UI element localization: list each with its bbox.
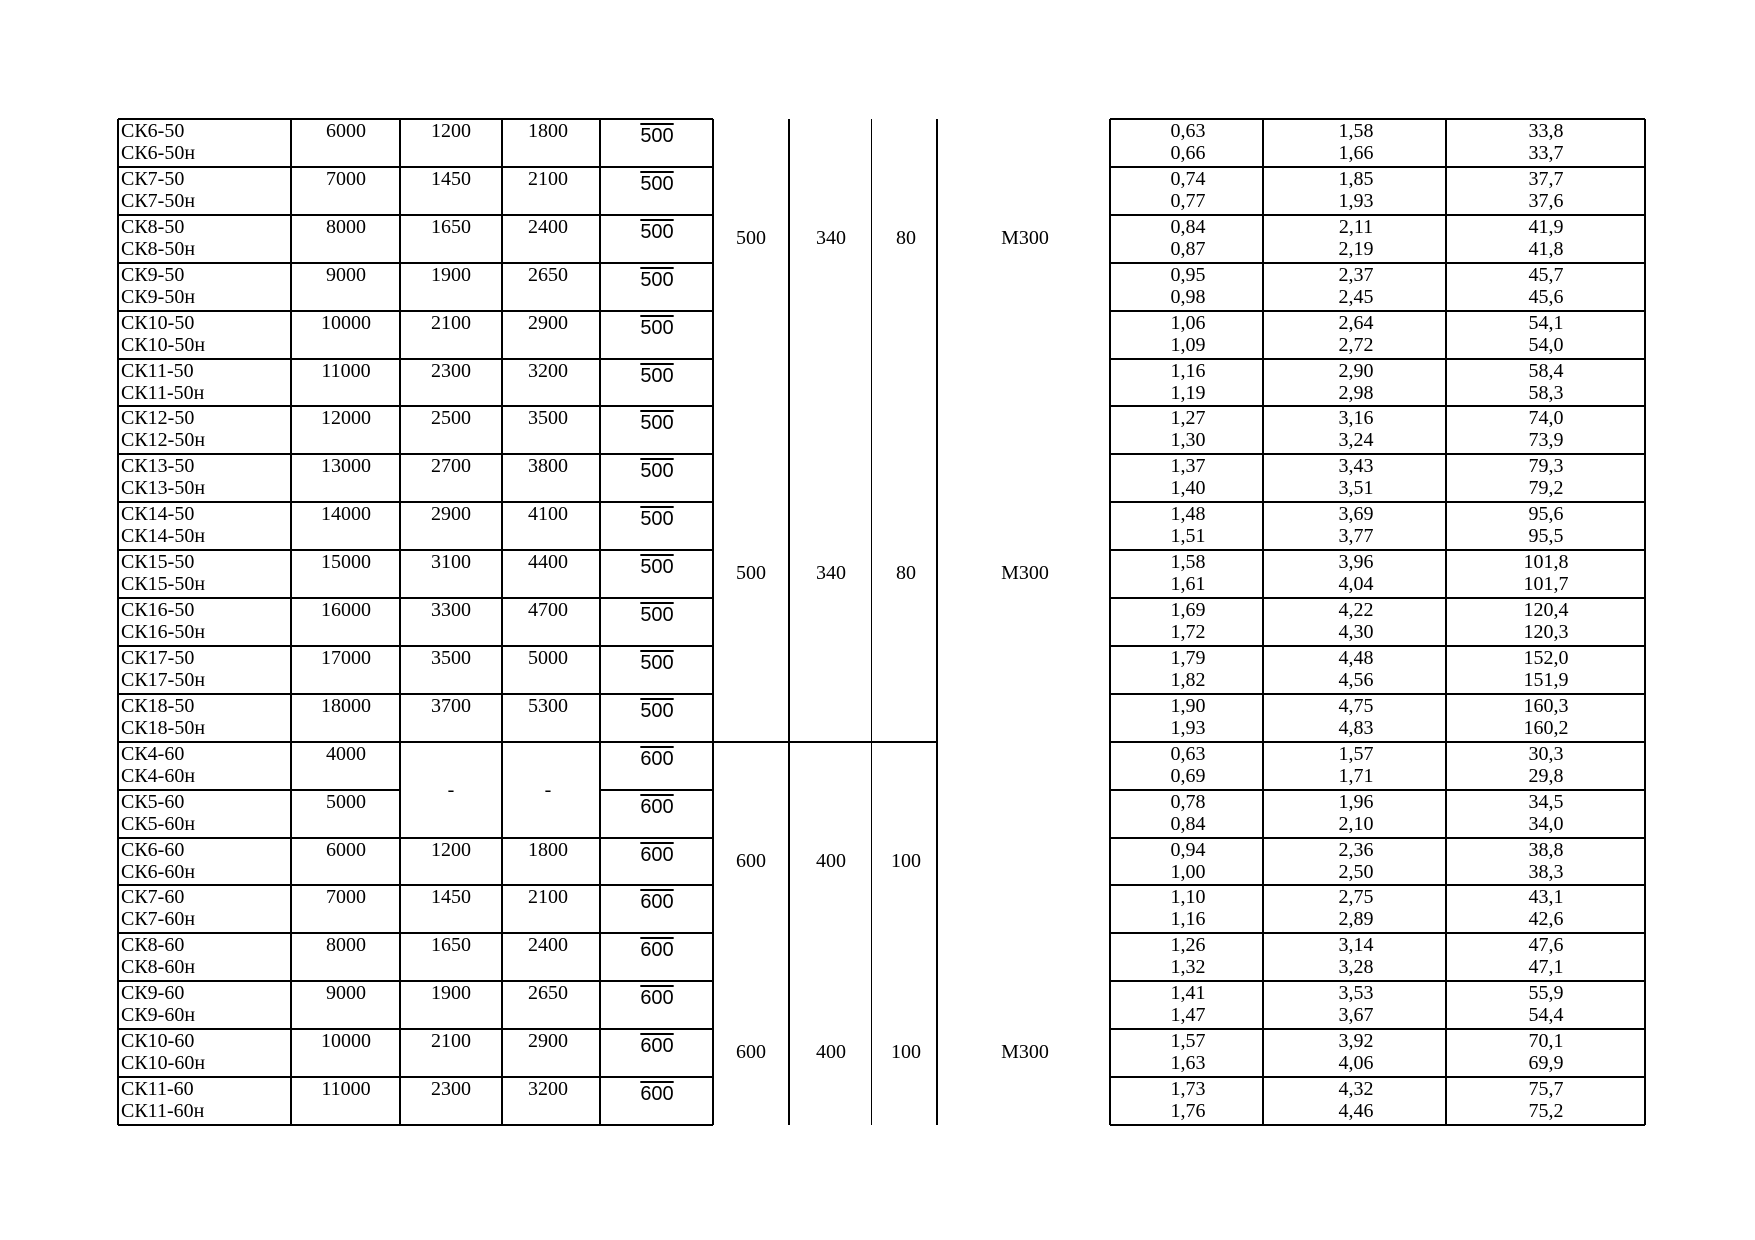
param-value: 3200 xyxy=(528,1078,568,1100)
middle-column-rule xyxy=(788,119,790,1125)
mark-code-n: СК11-50н xyxy=(121,381,205,404)
mark-code: СК14-50 xyxy=(121,503,195,526)
mark-code-n: СК12-50н xyxy=(121,429,206,452)
group-parameter: 400 xyxy=(816,1041,846,1064)
group-parameter: 600 xyxy=(736,849,766,872)
mass-value: 33,7 xyxy=(1528,142,1564,164)
middle-column-rule xyxy=(871,119,872,1125)
param-value: 3500 xyxy=(431,646,471,669)
mass-value: 0,94 xyxy=(1170,838,1206,861)
param-value: 2900 xyxy=(528,1030,568,1053)
group-parameter: 100 xyxy=(891,849,921,872)
mass-value: 0,78 xyxy=(1170,790,1206,813)
param-value: 2500 xyxy=(431,407,471,430)
param-value: 3100 xyxy=(431,551,471,574)
length-value: 10000 xyxy=(321,1030,371,1053)
param-value: 1900 xyxy=(431,982,471,1005)
mass-value: 1,79 xyxy=(1170,646,1206,669)
mark-code-n: СК6-60н xyxy=(121,860,196,883)
mark-code: СК10-50 xyxy=(121,311,195,334)
fraction-value: 600 xyxy=(640,843,674,866)
mark-code: СК13-50 xyxy=(121,455,195,478)
mass-value: 41,8 xyxy=(1528,237,1564,260)
group-parameter: 500 xyxy=(736,226,766,249)
right-table-column-rule xyxy=(1445,119,1447,1125)
mass-value: 2,98 xyxy=(1338,381,1374,404)
mark-code: СК8-60 xyxy=(121,934,185,957)
length-value: 17000 xyxy=(321,646,371,669)
mass-value: 2,45 xyxy=(1338,285,1374,308)
fraction-value: 500 xyxy=(640,699,674,722)
mass-value: 54,1 xyxy=(1528,311,1564,334)
mass-value: 0,63 xyxy=(1170,742,1206,765)
mass-value: 41,9 xyxy=(1528,215,1564,238)
fraction-value: 500 xyxy=(640,651,674,674)
mass-value: 1,82 xyxy=(1170,668,1206,691)
param-value: 2100 xyxy=(431,1030,471,1053)
mass-value: 101,8 xyxy=(1523,551,1569,574)
mass-value: 75,7 xyxy=(1528,1078,1564,1100)
param-value: 1200 xyxy=(431,838,471,861)
mark-code: СК10-60 xyxy=(121,1030,195,1053)
mass-value: 47,1 xyxy=(1528,956,1564,979)
group-parameter: 400 xyxy=(816,849,846,872)
length-value: 8000 xyxy=(326,215,366,238)
mass-value: 1,57 xyxy=(1338,742,1374,765)
mark-code-n: СК16-50н xyxy=(121,621,206,643)
mark-code: СК15-50 xyxy=(121,551,195,574)
mass-value: 95,6 xyxy=(1528,503,1564,526)
mass-value: 1,71 xyxy=(1338,764,1374,787)
mark-code-n: СК4-60н xyxy=(121,764,196,787)
mass-value: 120,3 xyxy=(1523,621,1569,643)
mass-value: 4,22 xyxy=(1338,599,1374,621)
mass-value: 3,53 xyxy=(1338,982,1374,1005)
mark-code-n: СК17-50н xyxy=(121,668,206,691)
mass-value: 42,6 xyxy=(1528,908,1564,931)
mass-value: 1,30 xyxy=(1170,429,1206,452)
param-value: 2100 xyxy=(431,311,471,334)
mass-value: 0,84 xyxy=(1170,215,1206,238)
mass-value: 0,77 xyxy=(1170,189,1206,212)
mark-code-n: СК14-50н xyxy=(121,525,206,548)
mass-value: 1,66 xyxy=(1338,142,1374,164)
length-value: 8000 xyxy=(326,934,366,957)
mark-code: СК7-60 xyxy=(121,886,185,909)
fraction-value: 600 xyxy=(640,747,674,770)
param-value: 1450 xyxy=(431,167,471,190)
param-value: 4700 xyxy=(528,599,568,621)
length-value: 11000 xyxy=(321,359,371,382)
mass-value: 3,92 xyxy=(1338,1030,1374,1053)
param-value: 5000 xyxy=(528,646,568,669)
mass-value: 101,7 xyxy=(1523,573,1569,596)
mass-value: 0,63 xyxy=(1170,120,1206,142)
mark-code: СК8-50 xyxy=(121,215,185,238)
mass-value: 1,40 xyxy=(1170,477,1206,500)
mass-value: 3,96 xyxy=(1338,551,1374,574)
mark-code-n: СК7-50н xyxy=(121,189,196,212)
mass-value: 2,10 xyxy=(1338,812,1374,835)
mass-value: 3,51 xyxy=(1338,477,1374,500)
left-table-border xyxy=(117,119,119,1125)
mass-value: 73,9 xyxy=(1528,429,1564,452)
mass-value: 0,69 xyxy=(1170,764,1206,787)
mark-code-n: СК8-50н xyxy=(121,237,196,260)
param-value: 4100 xyxy=(528,503,568,526)
mass-value: 1,69 xyxy=(1170,599,1206,621)
length-value: 12000 xyxy=(321,407,371,430)
mass-value: 79,2 xyxy=(1528,477,1564,500)
mass-value: 79,3 xyxy=(1528,455,1564,478)
param-value: 3300 xyxy=(431,599,471,621)
mass-value: 47,6 xyxy=(1528,934,1564,957)
mass-value: 4,56 xyxy=(1338,668,1374,691)
mass-value: 33,8 xyxy=(1528,120,1564,142)
fraction-value: 500 xyxy=(640,220,674,243)
fraction-value: 500 xyxy=(640,556,674,579)
fraction-value: 600 xyxy=(640,795,674,818)
mass-value: 29,8 xyxy=(1528,764,1564,787)
mark-code: СК9-50 xyxy=(121,263,185,286)
fraction-value: 500 xyxy=(640,364,674,387)
param-value: 2900 xyxy=(528,311,568,334)
mass-value: 75,2 xyxy=(1528,1100,1564,1122)
mass-value: 30,3 xyxy=(1528,742,1564,765)
length-value: 7000 xyxy=(326,167,366,190)
mass-value: 2,19 xyxy=(1338,237,1374,260)
fraction-value: 600 xyxy=(640,891,674,914)
param-value: 2100 xyxy=(528,886,568,909)
mass-value: 3,14 xyxy=(1338,934,1374,957)
mass-value: 1,73 xyxy=(1170,1078,1206,1100)
length-value: 16000 xyxy=(321,599,371,621)
mass-value: 1,93 xyxy=(1338,189,1374,212)
mark-code: СК5-60 xyxy=(121,790,185,813)
mass-value: 1,63 xyxy=(1170,1052,1206,1075)
param-value: 2650 xyxy=(528,982,568,1005)
mass-value: 3,67 xyxy=(1338,1004,1374,1027)
mass-value: 1,06 xyxy=(1170,311,1206,334)
mass-value: 69,9 xyxy=(1528,1052,1564,1075)
mark-code-n: СК10-50н xyxy=(121,333,206,356)
group-parameter: 100 xyxy=(891,1041,921,1064)
mass-value: 1,16 xyxy=(1170,359,1206,382)
param-value: 1650 xyxy=(431,934,471,957)
length-value: 9000 xyxy=(326,263,366,286)
mass-value: 37,7 xyxy=(1528,167,1564,190)
mark-code-n: СК13-50н xyxy=(121,477,206,500)
mark-code: СК16-50 xyxy=(121,599,195,621)
mass-value: 2,50 xyxy=(1338,860,1374,883)
fraction-value: 500 xyxy=(640,316,674,339)
mark-code-n: СК8-60н xyxy=(121,956,196,979)
mass-value: 0,74 xyxy=(1170,167,1206,190)
mass-value: 1,37 xyxy=(1170,455,1206,478)
mark-code: СК11-60 xyxy=(121,1078,194,1100)
param-value: 2650 xyxy=(528,263,568,286)
length-value: 18000 xyxy=(321,694,371,717)
merged-dash: - xyxy=(447,778,455,801)
fraction-value: 500 xyxy=(640,125,674,147)
group-parameter: М300 xyxy=(1001,226,1049,249)
mark-code-n: СК18-50н xyxy=(121,716,206,739)
mass-value: 95,5 xyxy=(1528,525,1564,548)
mark-code-n: СК6-50н xyxy=(121,142,196,164)
length-value: 6000 xyxy=(326,120,366,142)
mass-value: 54,0 xyxy=(1528,333,1564,356)
param-value: 2700 xyxy=(431,455,471,478)
fraction-value: 500 xyxy=(640,508,674,531)
mass-value: 3,24 xyxy=(1338,429,1374,452)
mass-value: 58,3 xyxy=(1528,381,1564,404)
fraction-value: 600 xyxy=(640,939,674,962)
length-value: 7000 xyxy=(326,886,366,909)
param-value: 3700 xyxy=(431,694,471,717)
group-parameter: 340 xyxy=(816,562,846,585)
mark-code: СК9-60 xyxy=(121,982,185,1005)
group-parameter: 600 xyxy=(736,1041,766,1064)
param-value: 1450 xyxy=(431,886,471,909)
mass-value: 45,7 xyxy=(1528,263,1564,286)
mass-value: 2,64 xyxy=(1338,311,1374,334)
mass-value: 1,27 xyxy=(1170,407,1206,430)
mass-value: 4,06 xyxy=(1338,1052,1374,1075)
group-parameter: 500 xyxy=(736,562,766,585)
mass-value: 54,4 xyxy=(1528,1004,1564,1027)
param-value: 5300 xyxy=(528,694,568,717)
right-table-border xyxy=(1644,119,1646,1125)
left-table-row-rule xyxy=(118,1124,713,1126)
length-value: 6000 xyxy=(326,838,366,861)
mass-value: 0,84 xyxy=(1170,812,1206,835)
mass-value: 45,6 xyxy=(1528,285,1564,308)
mark-code-n: СК5-60н xyxy=(121,812,196,835)
mass-value: 1,58 xyxy=(1338,120,1374,142)
mark-code-n: СК7-60н xyxy=(121,908,196,931)
mass-value: 1,58 xyxy=(1170,551,1206,574)
param-value: 2100 xyxy=(528,167,568,190)
length-value: 4000 xyxy=(326,742,366,765)
param-value: 1800 xyxy=(528,120,568,142)
mass-value: 2,72 xyxy=(1338,333,1374,356)
mass-value: 3,43 xyxy=(1338,455,1374,478)
mass-value: 70,1 xyxy=(1528,1030,1564,1053)
mass-value: 1,61 xyxy=(1170,573,1206,596)
fraction-value: 500 xyxy=(640,460,674,483)
mass-value: 4,75 xyxy=(1338,694,1374,717)
fraction-value: 600 xyxy=(640,1083,674,1105)
mark-code-n: СК10-60н xyxy=(121,1052,206,1075)
mark-code-n: СК15-50н xyxy=(121,573,206,596)
param-value: 1900 xyxy=(431,263,471,286)
mass-value: 4,04 xyxy=(1338,573,1374,596)
mass-value: 151,9 xyxy=(1523,668,1569,691)
mass-value: 74,0 xyxy=(1528,407,1564,430)
mass-value: 3,16 xyxy=(1338,407,1374,430)
param-value: 3800 xyxy=(528,455,568,478)
length-value: 10000 xyxy=(321,311,371,334)
mass-value: 1,41 xyxy=(1170,982,1206,1005)
mass-value: 2,90 xyxy=(1338,359,1374,382)
group-parameter: М300 xyxy=(1001,1041,1049,1064)
mark-code: СК7-50 xyxy=(121,167,185,190)
fraction-value: 500 xyxy=(640,412,674,435)
group-parameter: 80 xyxy=(896,562,916,585)
mass-value: 1,47 xyxy=(1170,1004,1206,1027)
mark-code-n: СК9-60н xyxy=(121,1004,196,1027)
mass-value: 160,2 xyxy=(1523,716,1569,739)
mass-value: 3,77 xyxy=(1338,525,1374,548)
fraction-value: 500 xyxy=(640,604,674,626)
fraction-value: 600 xyxy=(640,987,674,1010)
mark-code: СК18-50 xyxy=(121,694,195,717)
length-value: 15000 xyxy=(321,551,371,574)
mass-value: 0,95 xyxy=(1170,263,1206,286)
mass-value: 55,9 xyxy=(1528,982,1564,1005)
param-value: 4400 xyxy=(528,551,568,574)
mass-value: 1,72 xyxy=(1170,621,1206,643)
mark-code: СК4-60 xyxy=(121,742,185,765)
middle-group-rule xyxy=(713,741,937,743)
mass-value: 2,89 xyxy=(1338,908,1374,931)
mass-value: 0,98 xyxy=(1170,285,1206,308)
mark-code: СК6-50 xyxy=(121,120,185,142)
mass-value: 1,96 xyxy=(1338,790,1374,813)
param-value: 2400 xyxy=(528,215,568,238)
fraction-value: 600 xyxy=(640,1035,674,1058)
mass-value: 2,75 xyxy=(1338,886,1374,909)
mass-value: 152,0 xyxy=(1523,646,1569,669)
param-value: 1800 xyxy=(528,838,568,861)
param-value: 3500 xyxy=(528,407,568,430)
mass-value: 1,32 xyxy=(1170,956,1206,979)
mass-value: 2,37 xyxy=(1338,263,1374,286)
mass-value: 0,87 xyxy=(1170,237,1206,260)
length-value: 5000 xyxy=(326,790,366,813)
mark-code-n: СК11-60н xyxy=(121,1100,205,1122)
param-value: 2300 xyxy=(431,1078,471,1100)
param-value: 3200 xyxy=(528,359,568,382)
right-table-row-rule xyxy=(1110,1124,1645,1126)
mark-code: СК17-50 xyxy=(121,646,195,669)
mass-value: 58,4 xyxy=(1528,359,1564,382)
mass-value: 4,46 xyxy=(1338,1100,1374,1122)
length-value: 9000 xyxy=(326,982,366,1005)
param-value: 2900 xyxy=(431,503,471,526)
mass-value: 4,83 xyxy=(1338,716,1374,739)
mass-value: 1,90 xyxy=(1170,694,1206,717)
mass-value: 37,6 xyxy=(1528,189,1564,212)
mass-value: 1,19 xyxy=(1170,381,1206,404)
mass-value: 1,93 xyxy=(1170,716,1206,739)
mark-code: СК6-60 xyxy=(121,838,185,861)
mass-value: 160,3 xyxy=(1523,694,1569,717)
mass-value: 1,09 xyxy=(1170,333,1206,356)
mass-value: 1,85 xyxy=(1338,167,1374,190)
mass-value: 2,36 xyxy=(1338,838,1374,861)
mass-value: 1,76 xyxy=(1170,1100,1206,1122)
group-parameter: М300 xyxy=(1001,562,1049,585)
mass-value: 43,1 xyxy=(1528,886,1564,909)
mass-value: 2,11 xyxy=(1338,215,1374,238)
group-parameter: 80 xyxy=(896,226,916,249)
mass-value: 1,57 xyxy=(1170,1030,1206,1053)
mass-value: 1,48 xyxy=(1170,503,1206,526)
fraction-value: 500 xyxy=(640,172,674,195)
mass-value: 34,0 xyxy=(1528,812,1564,835)
mass-value: 4,32 xyxy=(1338,1078,1374,1100)
mass-value: 3,28 xyxy=(1338,956,1374,979)
param-value: 2400 xyxy=(528,934,568,957)
mass-value: 4,48 xyxy=(1338,646,1374,669)
group-parameter: 340 xyxy=(816,226,846,249)
mass-value: 3,69 xyxy=(1338,503,1374,526)
mass-value: 0,66 xyxy=(1170,142,1206,164)
mark-code-n: СК9-50н xyxy=(121,285,196,308)
mark-code: СК11-50 xyxy=(121,359,194,382)
param-value: 1200 xyxy=(431,120,471,142)
length-value: 11000 xyxy=(321,1078,371,1100)
mass-value: 1,26 xyxy=(1170,934,1206,957)
mass-value: 34,5 xyxy=(1528,790,1564,813)
mass-value: 38,8 xyxy=(1528,838,1564,861)
fraction-value: 500 xyxy=(640,268,674,291)
merged-dash: - xyxy=(544,778,552,801)
length-value: 14000 xyxy=(321,503,371,526)
middle-column-rule xyxy=(936,119,938,1125)
mass-value: 38,3 xyxy=(1528,860,1564,883)
mass-value: 4,30 xyxy=(1338,621,1374,643)
mark-code: СК12-50 xyxy=(121,407,195,430)
mass-value: 1,10 xyxy=(1170,886,1206,909)
param-value: 1650 xyxy=(431,215,471,238)
mass-value: 120,4 xyxy=(1523,599,1569,621)
mass-value: 1,51 xyxy=(1170,525,1206,548)
mass-value: 1,16 xyxy=(1170,908,1206,931)
length-value: 13000 xyxy=(321,455,371,478)
param-value: 2300 xyxy=(431,359,471,382)
mass-value: 1,00 xyxy=(1170,860,1206,883)
